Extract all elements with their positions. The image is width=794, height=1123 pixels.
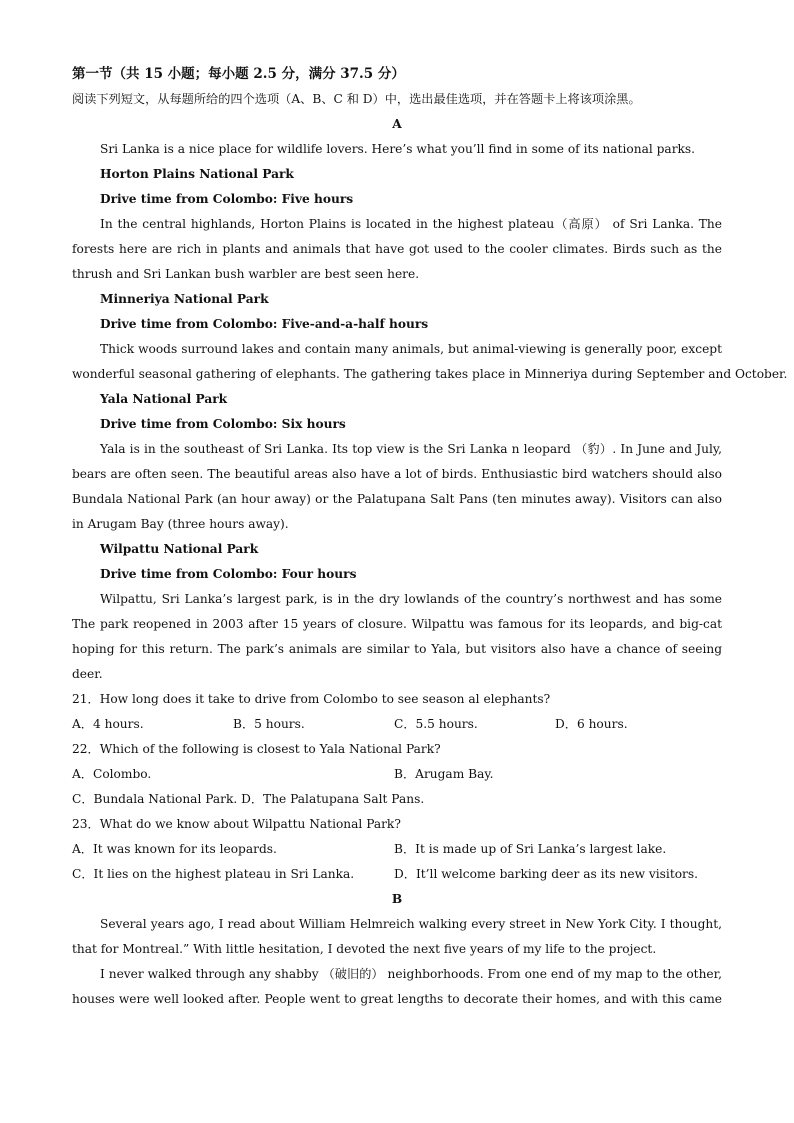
option-b: B．Arugam Bay.: [394, 767, 494, 781]
park-text-line: hoping for this return. The park’s animals are similar to Yala, but visitors also have a chance of seeing: [72, 642, 722, 656]
park-name-horton: Horton Plains National Park: [100, 167, 294, 181]
park-text-line: in Arugam Bay (three hours away).: [72, 517, 289, 531]
question-23-stem: 23．What do we know about Wilpattu National Park?: [72, 817, 401, 831]
park-name-wilpattu: Wilpattu National Park: [100, 542, 259, 556]
park-drive-wilpattu: Drive time from Colombo: Four hours: [100, 567, 357, 581]
passage-b-line: Several years ago, I read about William Helmreich walking every street in New York City. I thought,: [100, 917, 722, 931]
exam-page: [72, 62, 788, 1012]
question-22-options-ab: [72, 762, 722, 787]
question-23-options-ab: [72, 837, 722, 862]
park-drive-horton: Drive time from Colombo: Five hours: [100, 192, 354, 206]
park-text-line: forests here are rich in plants and animals that have got used to the cooler climates. Birds such as the: [72, 242, 722, 256]
passage-a-label: A: [392, 117, 402, 131]
option-d: D．6 hours.: [555, 717, 628, 731]
question-22-stem: 22．Which of the following is closest to Yala National Park?: [72, 742, 441, 756]
option-d: D．It’ll welcome barking deer as its new visitors.: [394, 867, 699, 881]
park-text-line: Wilpattu, Sri Lanka’s largest park, is in the dry lowlands of the country’s northwest and has some: [100, 592, 722, 606]
question-22-options-cd: C．Bundala National Park. D．The Palatupana Salt Pans.: [72, 792, 425, 806]
park-text-line: Bundala National Park (an hour away) or the Palatupana Salt Pans (ten minutes away). Visitors can also: [72, 492, 722, 506]
question-23-options-cd: [72, 862, 722, 887]
park-text-line: Thick woods surround lakes and contain many animals, but animal-viewing is generally poor, except: [100, 342, 722, 356]
option-c: C．It lies on the highest plateau in Sri Lanka.: [72, 867, 355, 881]
option-c: C．5.5 hours.: [394, 717, 478, 731]
option-a: A．4 hours.: [72, 717, 144, 731]
section-instruction: 阅读下列短文，从每题所给的四个选项（A、B、C 和 D）中，选出最佳选项，并在答题卡上将该项涂黑。: [72, 92, 641, 106]
park-text-line: The park reopened in 2003 after 15 years of closure. Wilpattu was famous for its leopards, and big-cat: [72, 617, 722, 631]
option-b: B．It is made up of Sri Lanka’s largest lake.: [394, 842, 667, 856]
park-name-yala: Yala National Park: [100, 392, 228, 406]
park-drive-yala: Drive time from Colombo: Six hours: [100, 417, 346, 431]
park-text-line: Yala is in the southeast of Sri Lanka. Its top view is the Sri Lanka n leopard （豹）. In June and July,: [100, 442, 722, 456]
option-a: A．It was known for its leopards.: [72, 842, 277, 856]
park-text-line: deer.: [72, 667, 103, 681]
park-text-line: bears are often seen. The beautiful areas also have a lot of birds. Enthusiastic bird watchers should also: [72, 467, 722, 481]
passage-b-line: I never walked through any shabby （破旧的） neighborhoods. From one end of my map to the other,: [100, 967, 722, 981]
park-text-line: thrush and Sri Lankan bush warbler are best seen here.: [72, 267, 420, 281]
park-name-minneriya: Minneriya National Park: [100, 292, 269, 306]
park-text-line: wonderful seasonal gathering of elephants. The gathering takes place in Minneriya during September and October.: [72, 367, 788, 381]
option-a: A．Colombo.: [72, 767, 152, 781]
option-b: B．5 hours.: [233, 717, 305, 731]
question-21-options: [72, 712, 722, 737]
passage-b-line: houses were well looked after. People went to great lengths to decorate their homes, and with this came: [72, 992, 722, 1006]
passage-a-intro: Sri Lanka is a nice place for wildlife lovers. Here’s what you’ll find in some of its national parks.: [100, 142, 696, 156]
park-drive-minneriya: Drive time from Colombo: Five-and-a-half hours: [100, 317, 429, 331]
section-title: 第一节（共 15 小题；每小题 2.5 分，满分 37.5 分）: [72, 66, 405, 82]
park-text-line: In the central highlands, Horton Plains is located in the highest plateau（高原） of Sri Lanka. The: [100, 217, 722, 231]
passage-b-line: that for Montreal.” With little hesitation, I devoted the next five years of my life to the project.: [72, 942, 657, 956]
passage-b-label: B: [391, 892, 403, 906]
question-21-stem: 21．How long does it take to drive from Colombo to see season al elephants?: [72, 692, 551, 706]
